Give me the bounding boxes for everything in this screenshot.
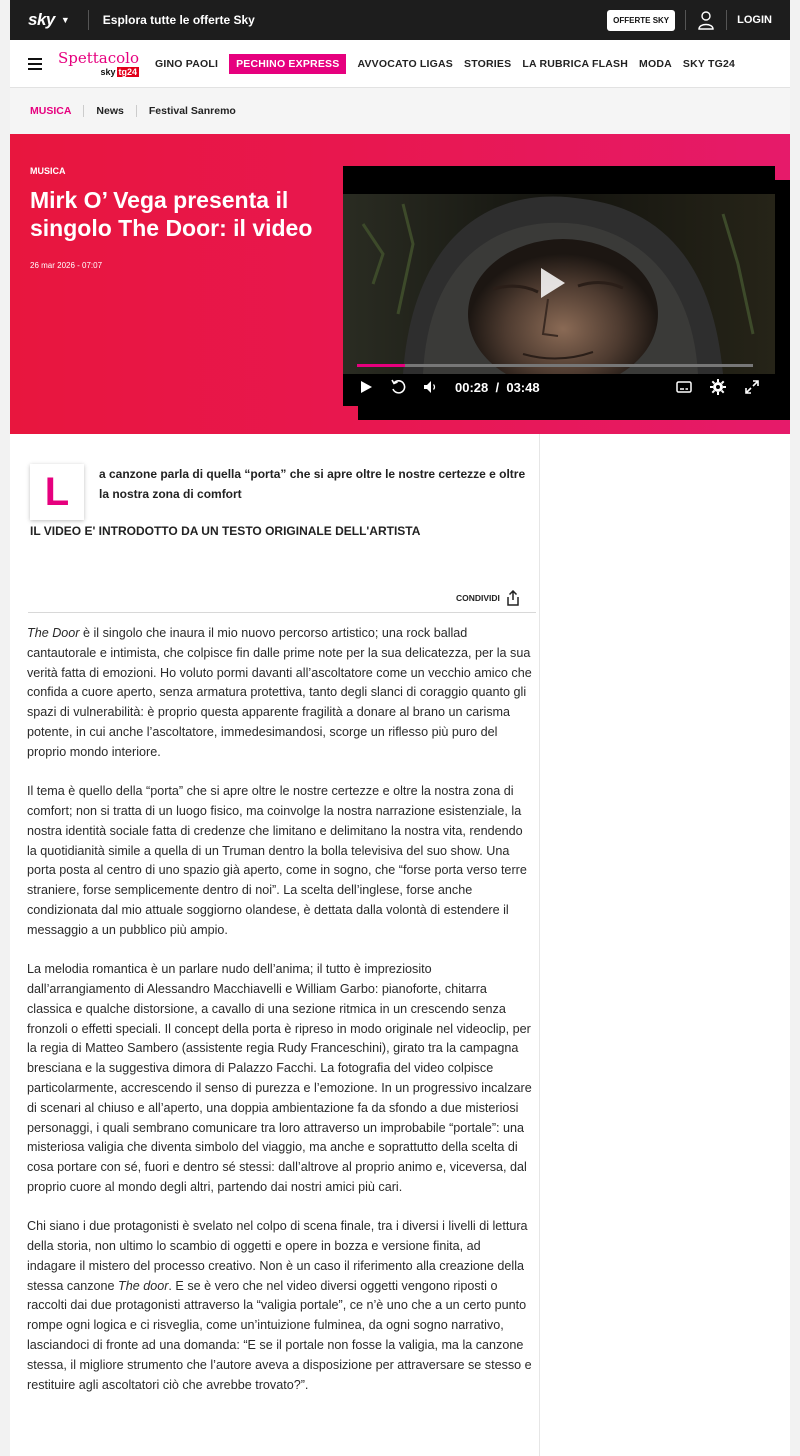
video-player[interactable] — [343, 166, 775, 406]
paragraph — [27, 624, 533, 763]
top-bar-actions — [607, 10, 772, 31]
sub-nav — [10, 88, 790, 134]
spettacolo-logo[interactable] — [58, 48, 140, 77]
publish-date: 26 mar 2026 - 07:07 — [30, 261, 103, 270]
song-title: The Door — [27, 626, 80, 640]
explore-offers-link[interactable]: Esplora tutte le offerte Sky — [102, 13, 255, 27]
video-progress-bar[interactable] — [357, 364, 753, 367]
nav-item-moda[interactable]: MODA — [639, 57, 672, 70]
subnav-item-musica[interactable]: MUSICA — [30, 105, 72, 117]
brand-sky: sky — [100, 66, 116, 77]
paragraph-text: . E se è vero che nel video diversi oggetti vengono riposti o raccolti dai due protagonisti attraverso la “valigia portale”, ce n’è uno che a un certo punto rompe ogni logica e ci risveglia, come un’intuizione fulminea, da ogni sogno narrativo, lasciandoci di fronte ad una domanda: “E se il portale non fosse la valigia, ma la canzone stessa, il migliore strumento che l’autore aveva a disposizione per attraversare se stesso e restituire agli ascoltatori ciò che avrebbe trovato?”. — [27, 1278, 532, 1392]
article-text — [27, 624, 533, 1415]
nav-item-gino-paoli[interactable]: GINO PAOLI — [155, 57, 219, 70]
paragraph: Il tema è quello della “porta” che si apre oltre le nostre certezze e oltre la nostra zona di comfort; non si tratta di un luogo fisico, ma coinvolge la nostra narrazione esistenziale, la nostra identità sociale fatta di credenze che limitano e delimitano la nostra vita, rendendo la quotidianità simile a quella di un Truman dentro la bolla televisiva del suo show. Una porta posta al centro di uno spazio già aperto, come in sogno, che “forse porta verso terre straniere, forse semplicemente dentro di noi”. La scelta dell’inglese, forse anche condizionata dal mio attuale soggiorno olandese, è dettata dalla volontà di estendere il messaggio a un pubblico più ampio. — [27, 784, 527, 937]
replay-icon[interactable] — [389, 378, 407, 396]
song-title: The door — [118, 1278, 169, 1293]
video-current-time: 00:28 — [455, 379, 489, 395]
nav-item-pechino-express[interactable]: PECHINO EXPRESS — [229, 54, 346, 74]
offers-button[interactable]: OFFERTE SKY — [607, 10, 675, 31]
share-icon — [506, 590, 520, 606]
article-category[interactable]: MUSICA — [30, 166, 66, 176]
nav-item-sky-tg24[interactable]: SKY TG24 — [682, 57, 736, 70]
subnav-item-festival-sanremo[interactable]: Festival Sanremo — [136, 105, 248, 117]
paragraph-text: Chi siano i due protagonisti è svelato nel colpo di scena finale, tra i diversi i livelli di lettura della storia, non ultimo lo scambio di oggetti e opere in bozza e versione finita, ad indagare il mistero del processo creativo. Non è un caso il riferimento alla creazione della stessa canzone — [27, 1219, 528, 1293]
nav-item-stories[interactable]: STORIES — [464, 57, 512, 70]
user-icon[interactable] — [696, 10, 716, 30]
nav-item-avvocato-ligas[interactable]: AVVOCATO LIGAS — [357, 57, 454, 70]
share-button[interactable] — [456, 590, 520, 606]
chevron-down-icon[interactable]: ▼ — [60, 15, 70, 25]
play-icon[interactable] — [357, 378, 375, 396]
subnav-item-news[interactable]: News — [83, 105, 135, 117]
video-progress-fill — [357, 364, 405, 367]
main-nav — [10, 40, 790, 88]
volume-icon[interactable] — [421, 378, 439, 396]
nav-item-la-rubrica-flash[interactable]: LA RUBRICA FLASH — [522, 57, 628, 70]
gear-icon[interactable] — [709, 378, 727, 396]
article-subhead: IL VIDEO E' INTRODOTTO DA UN TESTO ORIGINALE DELL'ARTISTA — [30, 524, 421, 538]
brand-subtitle — [100, 67, 139, 77]
paragraph — [27, 1217, 533, 1395]
video-time-separator: / — [495, 379, 500, 395]
video-duration: 03:48 — [506, 379, 540, 395]
page-title: Mirk O’ Vega presenta il singolo The Door: il video — [30, 187, 313, 241]
share-label: CONDIVIDI — [456, 593, 500, 603]
top-bar — [10, 0, 790, 40]
dropcap: L — [30, 464, 84, 520]
divider — [726, 10, 727, 30]
video-controls-right — [659, 378, 761, 396]
divider — [88, 10, 89, 30]
play-icon[interactable] — [539, 266, 567, 300]
divider — [685, 10, 686, 30]
subtitles-icon[interactable] — [675, 378, 693, 396]
article-lead: a canzone parla di quella “porta” che si apre oltre le nostre certezze e oltre la nostra zona di comfort — [99, 467, 526, 501]
divider — [28, 612, 536, 613]
login-link[interactable]: LOGIN — [737, 14, 772, 26]
brand-tg24: tg24 — [118, 66, 138, 77]
menu-icon[interactable] — [28, 58, 42, 70]
fullscreen-icon[interactable] — [743, 378, 761, 396]
sky-logo[interactable]: sky — [28, 10, 55, 29]
brand-title: Spettacolo — [58, 48, 140, 67]
paragraph: La melodia romantica è un parlare nudo dell’anima; il tutto è impreziosito dall’arrangiamento di Alessandro Macchiavelli e William Garbo: pianoforte, chitarra classica e qualche distorsione, a cavallo di una sezione ritmica in un crescendo senza fronzoli o effetti speciali. Il concept della porta è ripreso in modo originale nel videoclip, per la regia di Matteo Sambero (assistente regia Rudy Franceschini), girato tra la campagna bresciana e la suggestiva dimora di Palazzo Facchi. La fotografia del video colpisce particolarmente, accrescendo il senso di purezza e l’emozione. In un progressivo incalzare di scenari al chiuso e all’aperto, una doppia ambientazione fa da sfondo a due misteriosi personaggi, i quali sembrano comunicare tra loro attraverso un improbabile “portale”: una misteriosa valigia che diventa simbolo del viaggio, ma anche e soprattutto della scelta di cosa portare con sé, fuori e dentro sé stessi: dall’altrove al proprio animo e, viceversa, dal proprio cuore al mondo degli altri, partendo dai nostri amici più cari. — [27, 962, 532, 1194]
paragraph-text: è il singolo che inaura il mio nuovo percorso artistico; una rock ballad cantautorale e intimista, che colpisce fin dalle prime note per la sua delicatezza, per la sua verità fatta di emozioni. Ho voluto pormi davanti all’ascoltatore come un vecchio amico che confida a cuore aperto, senza armatura protettiva, tanto degli slanci di coraggio quanto gli spazi di vulnerabilità: è proprio questa apparente fragilità a donare al brano un carisma potente, in cui anche l’ascoltatore, immedesimandosi, scorge un riflesso più puro del proprio mondo interiore. — [27, 626, 532, 759]
video-controls — [357, 376, 761, 398]
video-time — [455, 380, 540, 395]
article-body — [10, 434, 540, 1456]
article-hero — [10, 134, 790, 434]
